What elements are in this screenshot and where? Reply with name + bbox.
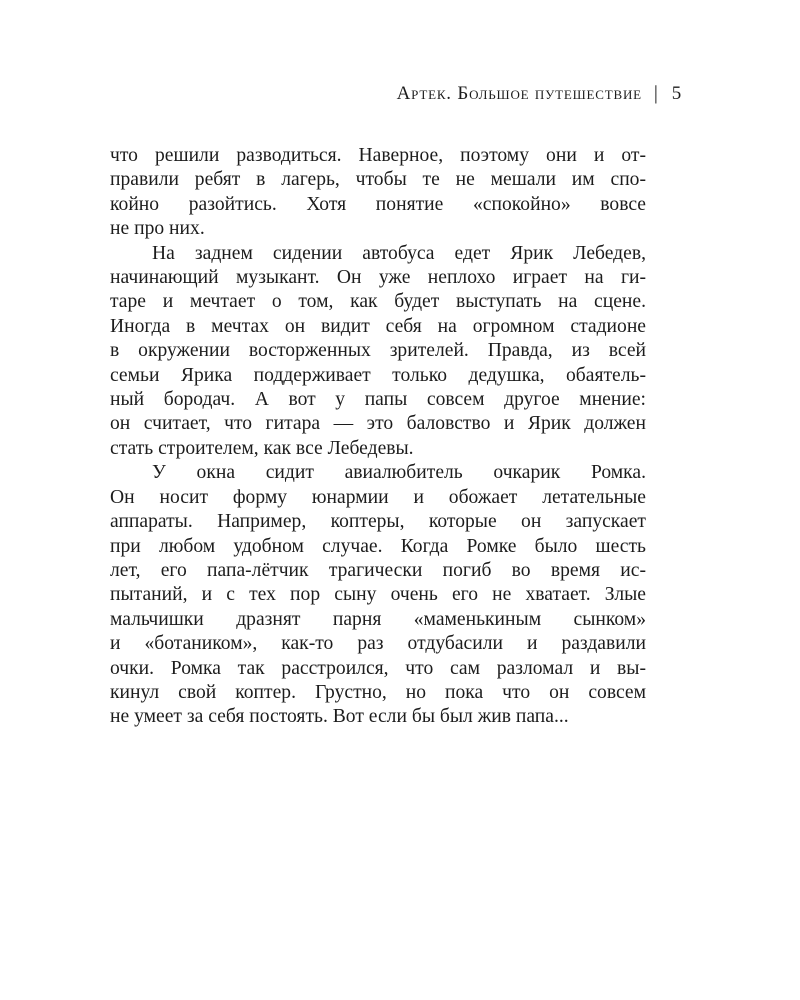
paragraph-line: при любом удобном случае. Когда Ромке было шесть xyxy=(110,535,646,557)
paragraph-line: он считает, что гитара — это баловство и Ярик должен xyxy=(110,413,646,435)
paragraph-line: пытаний, и с тех пор сыну очень его не хватает. Злые xyxy=(110,584,646,606)
paragraph-line: таре и мечтает о том, как будет выступать на сцене. xyxy=(110,291,646,313)
header-separator: | xyxy=(653,82,659,104)
paragraph-line: очки. Ромка так расстроился, что сам разломал и вы- xyxy=(110,657,646,679)
paragraph-line: мальчишки дразнят парня «маменькиным сынком» xyxy=(110,608,646,630)
paragraph-line: что решили разводиться. Наверное, поэтому они и от- xyxy=(110,145,646,166)
paragraph-line: аппараты. Например, коптеры, которые он запускает xyxy=(110,511,646,533)
paragraph-line: кинул свой коптер. Грустно, но пока что он совсем xyxy=(110,681,646,703)
paragraph-line: не умеет за себя постоять. Вот если бы был жив папа... xyxy=(110,706,569,728)
paragraph-line: правили ребят в лагерь, чтобы те не мешали им спо- xyxy=(110,169,646,191)
paragraph-line: На заднем сидении автобуса едет Ярик Лебедев, xyxy=(152,242,646,264)
paragraph-line: стать строителем, как все Лебедевы. xyxy=(110,437,414,459)
paragraph-line: семьи Ярика поддерживает только дедушка, обаятель- xyxy=(110,364,646,386)
paragraph-line: начинающий музыкант. Он уже неплохо играет на ги- xyxy=(110,267,646,289)
paragraph-line: Иногда в мечтах он видит себя на огромном стадионе xyxy=(110,315,646,337)
paragraph-line: У окна сидит авиалюбитель очкарик Ромка. xyxy=(152,462,646,484)
paragraph-line: койно разойтись. Хотя понятие «спокойно» вовсе xyxy=(110,193,646,215)
book-title: Артек. Большое путешествие xyxy=(396,82,642,104)
paragraph-line: и «ботаником», как-то раз отдубасили и раздавили xyxy=(110,633,646,655)
body-text xyxy=(110,144,646,730)
paragraph-line: лет, его папа-лётчик трагически погиб во время ис- xyxy=(110,559,646,581)
paragraph-line: в окружении восторженных зрителей. Правда, из всей xyxy=(110,340,646,362)
paragraph-line: не про них. xyxy=(110,218,205,240)
page-number: 5 xyxy=(671,82,682,104)
paragraph-line: Он носит форму юнармии и обожает летательные xyxy=(110,486,646,508)
paragraph-line: ный бородач. А вот у папы совсем другое мнение: xyxy=(110,389,646,411)
running-header xyxy=(397,82,682,105)
